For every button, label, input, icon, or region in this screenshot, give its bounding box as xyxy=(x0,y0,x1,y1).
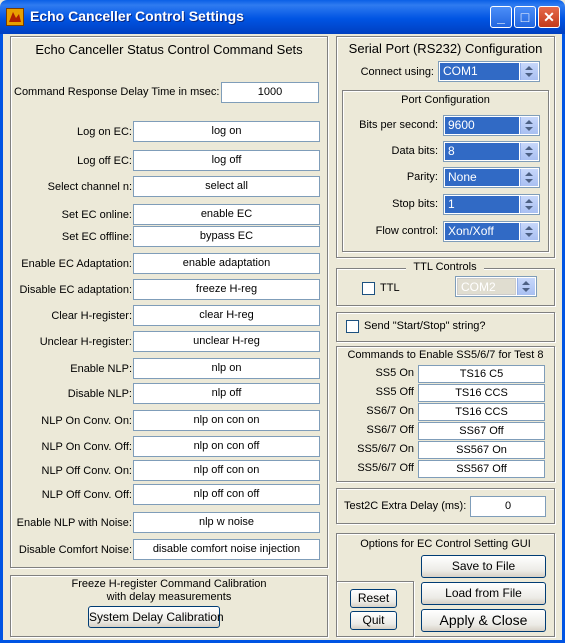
test2c-delay-input[interactable]: 0 xyxy=(470,496,546,517)
status-control-heading: Echo Canceller Status Control Command Sets xyxy=(35,42,303,57)
command-input[interactable]: nlp on xyxy=(133,358,320,379)
command-label: Disable NLP: xyxy=(67,388,132,400)
ss-command-input[interactable]: TS16 CCS xyxy=(418,403,545,421)
command-input[interactable]: disable comfort noise injection xyxy=(133,539,320,560)
command-label: Disable Comfort Noise: xyxy=(18,544,132,556)
ss-commands-heading: Commands to Enable SS5/6/7 for Test 8 xyxy=(347,349,544,361)
port-field-value: 9600 xyxy=(445,117,519,134)
ss-command-input[interactable]: TS16 C5 xyxy=(418,365,545,383)
port-field-label: Bits per second: xyxy=(359,119,438,131)
ttl-checkbox[interactable] xyxy=(362,282,375,295)
port-field-select[interactable] xyxy=(443,115,540,136)
port-configuration-heading: Port Configuration xyxy=(401,94,490,106)
port-field-value: 1 xyxy=(445,196,519,213)
command-input[interactable]: enable adaptation xyxy=(133,253,320,274)
command-input[interactable]: unclear H-reg xyxy=(133,331,320,352)
connect-using-label: Connect using: xyxy=(360,66,434,78)
command-label: Disable EC adaptation: xyxy=(19,284,132,296)
port-field-select[interactable] xyxy=(443,167,540,188)
command-label: Enable NLP with Noise: xyxy=(16,517,132,529)
delay-time-input[interactable]: 1000 xyxy=(221,82,319,103)
command-input[interactable]: nlp off xyxy=(133,383,320,404)
connect-using-select[interactable] xyxy=(438,61,540,82)
close-button[interactable]: ✕ xyxy=(538,6,560,28)
command-label: NLP Off Conv. Off: xyxy=(41,489,132,501)
test2c-delay-label: Test2C Extra Delay (ms): xyxy=(344,500,467,512)
serial-port-heading: Serial Port (RS232) Configuration xyxy=(348,41,543,56)
command-input[interactable]: nlp off con off xyxy=(133,484,320,505)
start-stop-checkbox[interactable] xyxy=(346,320,359,333)
command-label: NLP On Conv. Off: xyxy=(41,441,132,453)
command-label: Select channel n: xyxy=(47,181,132,193)
minimize-button[interactable]: _ xyxy=(490,6,512,28)
save-to-file-button[interactable]: Save to File xyxy=(421,555,546,578)
load-from-file-button[interactable]: Load from File xyxy=(421,582,546,605)
command-input[interactable]: freeze H-reg xyxy=(133,279,320,300)
port-field-select[interactable] xyxy=(443,141,540,162)
window-title: Echo Canceller Control Settings xyxy=(30,8,244,24)
command-input[interactable]: bypass EC xyxy=(133,226,320,247)
apply-close-button[interactable]: Apply & Close xyxy=(421,609,546,632)
ss-command-label: SS6/7 Off xyxy=(366,424,414,436)
command-input[interactable]: select all xyxy=(133,176,320,197)
start-stop-label: Send "Start/Stop" string? xyxy=(364,320,486,332)
dropdown-arrow-icon[interactable] xyxy=(520,196,538,213)
command-label: Set EC offline: xyxy=(61,231,132,243)
port-field-label: Stop bits: xyxy=(392,198,438,210)
port-field-select[interactable] xyxy=(443,194,540,215)
dropdown-arrow-icon[interactable] xyxy=(520,117,538,134)
command-label: NLP On Conv. On: xyxy=(41,415,132,427)
command-input[interactable]: clear H-reg xyxy=(133,305,320,326)
command-label: NLP Off Conv. On: xyxy=(41,465,132,477)
ss-command-label: SS5 On xyxy=(375,367,414,379)
command-input[interactable]: nlp off con on xyxy=(133,460,320,481)
port-field-label: Parity: xyxy=(406,171,438,183)
command-label: Log off EC: xyxy=(77,155,132,167)
port-field-label: Flow control: xyxy=(375,225,438,237)
command-label: Set EC online: xyxy=(61,209,132,221)
ss-command-label: SS5 Off xyxy=(375,386,414,398)
port-field-select[interactable] xyxy=(443,221,540,242)
system-delay-calibration-button[interactable]: System Delay Calibration xyxy=(88,606,220,628)
ttl-port-select[interactable] xyxy=(455,276,537,297)
command-label: Clear H-register: xyxy=(51,310,132,322)
command-label: Enable EC Adaptation: xyxy=(21,258,132,270)
ttl-port-arrow-icon[interactable] xyxy=(517,278,535,295)
ss-command-label: SS5/6/7 Off xyxy=(357,462,414,474)
maximize-button[interactable]: □ xyxy=(514,6,536,28)
connect-using-value: COM1 xyxy=(440,63,519,80)
dropdown-arrow-icon[interactable] xyxy=(520,169,538,186)
connect-using-arrow-icon[interactable] xyxy=(520,63,538,80)
dropdown-arrow-icon[interactable] xyxy=(520,143,538,160)
delay-time-label: Command Response Delay Time in msec: xyxy=(14,86,220,98)
port-field-value: None xyxy=(445,169,519,186)
ss-command-input[interactable]: TS16 CCS xyxy=(418,384,545,402)
freeze-calibration-title: Freeze H-register Command Calibration xyxy=(71,578,267,590)
ttl-controls-heading: TTL Controls xyxy=(406,261,484,273)
command-label: Enable NLP: xyxy=(70,363,132,375)
port-field-value: Xon/Xoff xyxy=(445,223,519,240)
command-input[interactable]: enable EC xyxy=(133,204,320,225)
ss-command-label: SS6/7 On xyxy=(366,405,414,417)
command-input[interactable]: nlp w noise xyxy=(133,512,320,533)
quit-button[interactable]: Quit xyxy=(350,611,397,630)
port-field-label: Data bits: xyxy=(391,145,438,157)
ttl-port-value: COM2 xyxy=(457,278,516,295)
reset-button[interactable]: Reset xyxy=(350,589,397,608)
ss-command-input[interactable]: SS67 Off xyxy=(418,422,545,440)
title-bar[interactable] xyxy=(0,0,565,34)
command-input[interactable]: nlp on con off xyxy=(133,436,320,457)
command-input[interactable]: log on xyxy=(133,121,320,142)
ss-command-label: SS5/6/7 On xyxy=(357,443,414,455)
app-icon xyxy=(6,8,24,26)
dropdown-arrow-icon[interactable] xyxy=(520,223,538,240)
port-field-value: 8 xyxy=(445,143,519,160)
freeze-calibration-subtitle: with delay measurements xyxy=(106,591,232,603)
ss-command-input[interactable]: SS567 On xyxy=(418,441,545,459)
command-label: Unclear H-register: xyxy=(39,336,132,348)
options-heading: Options for EC Control Setting GUI xyxy=(360,538,531,550)
command-label: Log on EC: xyxy=(76,126,132,138)
ttl-checkbox-label: TTL xyxy=(380,282,400,294)
ss-command-input[interactable]: SS567 Off xyxy=(418,460,545,478)
command-input[interactable]: nlp on con on xyxy=(133,410,320,431)
command-input[interactable]: log off xyxy=(133,150,320,171)
